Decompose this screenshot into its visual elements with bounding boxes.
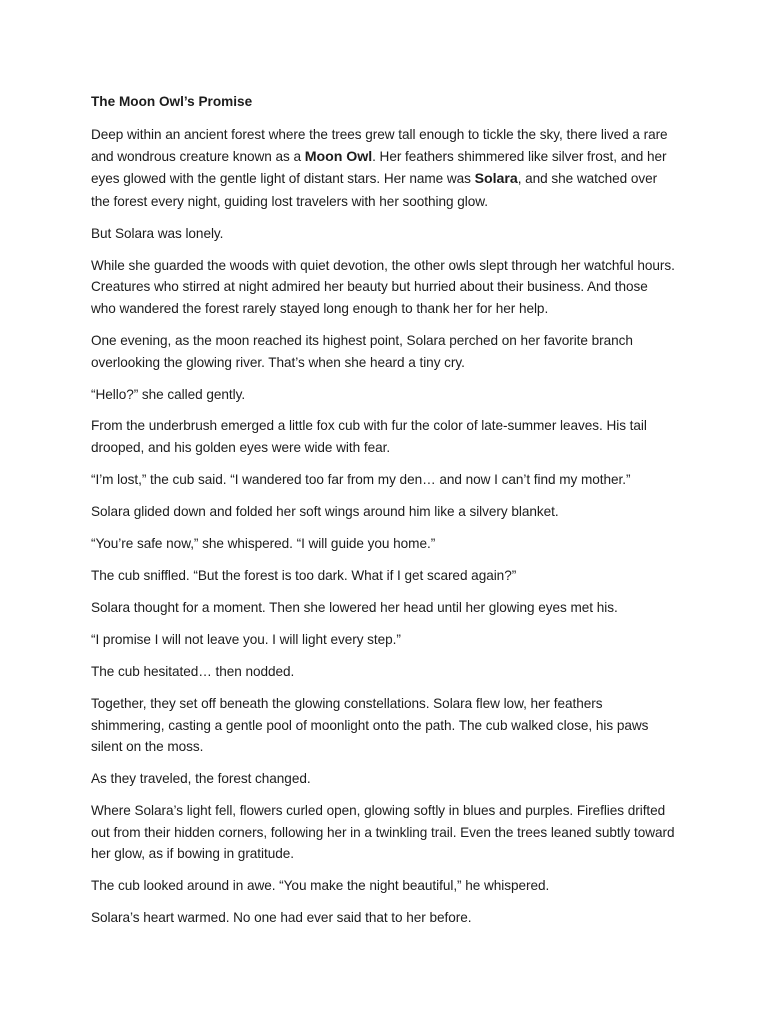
paragraph: Solara thought for a moment. Then she lowered her head until her glowing eyes met his. <box>91 600 618 615</box>
document-body <box>91 92 675 939</box>
intro-text-e: , and she watched over the forest every night, guiding lost travelers with her soothing glow. <box>91 171 658 209</box>
paragraph: While she guarded the woods with quiet devotion, the other owls slept through her watchful hours. Creatures who stirred at night admired her beauty but hurried about their business. And those who wandered the forest rarely stayed long enough to thank her for her help. <box>91 257 675 316</box>
paragraph: One evening, as the moon reached its highest point, Solara perched on her favorite branch overlooking the glowing river. That’s when she heard a tiny cry. <box>91 332 633 370</box>
moon-owl-term: Moon Owl <box>304 148 373 165</box>
paragraph: From the underbrush emerged a little fox cub with fur the color of late-summer leaves. His tail drooped, and his golden eyes were wide with fear. <box>91 418 647 456</box>
paragraph: The cub looked around in awe. “You make the night beautiful,” he whispered. <box>91 878 550 894</box>
paragraph: Solara glided down and folded her soft wings around him like a silvery blanket. <box>91 504 559 520</box>
paragraph-intro <box>91 124 675 212</box>
paragraph: “You’re safe now,” she whispered. “I will guide you home.” <box>91 536 436 552</box>
intro-text-c: . Her feathers shimmered like silver frost, and her eyes glowed with the gentle light of distant stars. Her name was <box>91 148 667 187</box>
paragraph: “I promise I will not leave you. I will light every step.” <box>91 631 401 647</box>
paragraph: “Hello?” she called gently. <box>91 386 246 402</box>
paragraph: The cub sniffled. “But the forest is too dark. What if I get scared again?” <box>91 568 517 584</box>
paragraph: “I’m lost,” the cub said. “I wandered too far from my den… and now I can’t find my mother.” <box>91 472 631 488</box>
paragraph: Where Solara’s light fell, flowers curled open, glowing softly in blues and purples. Fireflies drifted out from their hidden corners, following her in a twinkling trail. Even the trees leaned subtly toward her glow, as if bowing in gratitude. <box>91 803 675 862</box>
story-title: The Moon Owl’s Promise <box>91 94 253 109</box>
paragraph: But Solara was lonely. <box>91 225 224 241</box>
paragraph: Together, they set off beneath the glowing constellations. Solara flew low, her feathers shimmering, casting a gentle pool of moonlight onto the path. The cub walked close, his paws silent on the moss. <box>91 695 649 755</box>
solara-name: Solara <box>474 171 518 188</box>
paragraph: The cub hesitated… then nodded. <box>91 663 295 679</box>
paragraph: Solara’s heart warmed. No one had ever said that to her before. <box>91 910 472 926</box>
paragraph: As they traveled, the forest changed. <box>91 771 311 787</box>
intro-text-a: Deep within an ancient forest where the trees grew tall enough to tickle the sky, there lived a rare and wondrous creature known as a <box>91 127 668 164</box>
